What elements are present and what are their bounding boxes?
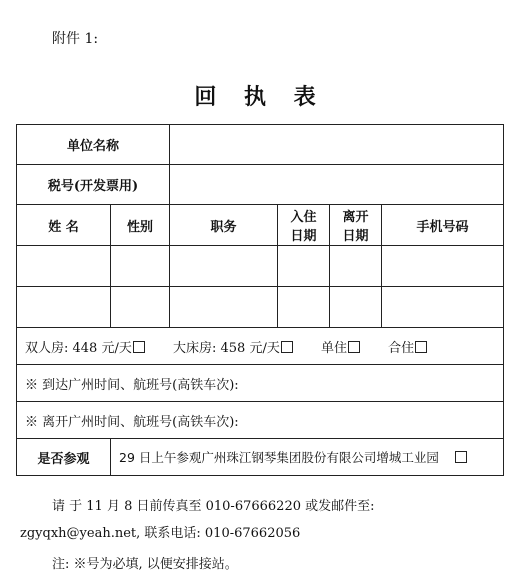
checkout-cell[interactable]	[330, 246, 382, 287]
tax-id-field[interactable]	[170, 165, 504, 205]
reply-form-table	[16, 124, 504, 476]
position-cell[interactable]	[170, 287, 278, 328]
room-option-label: 单住	[320, 340, 347, 356]
checkbox-icon[interactable]	[348, 341, 360, 353]
col-name-header: 姓 名	[17, 205, 111, 246]
col-checkin-header	[278, 205, 330, 246]
gender-cell[interactable]	[111, 287, 170, 328]
footer-line1: 请 于 11 月 8 日前传真至 010-67666220 或发邮件至:	[52, 499, 375, 514]
name-cell[interactable]	[17, 246, 111, 287]
room-option-single[interactable]	[321, 337, 360, 356]
phone-cell[interactable]	[382, 287, 504, 328]
room-option-label: 双人房: 448 元/天	[25, 340, 132, 356]
checkbox-icon[interactable]	[415, 341, 427, 353]
page-title: 回 执 表	[194, 84, 326, 110]
checkout-line1: 离开	[342, 210, 369, 225]
arrival-field[interactable]: ※ 到达广州时间、航班号(高铁车次):	[17, 365, 504, 402]
gender-cell[interactable]	[111, 246, 170, 287]
position-cell[interactable]	[170, 246, 278, 287]
checkin-cell[interactable]	[278, 246, 330, 287]
table-row	[17, 246, 504, 287]
unit-name-label: 单位名称	[17, 125, 170, 165]
checkin-line1: 入住	[290, 210, 317, 225]
visit-text: 29 日上午参观广州珠江钢琴集团股份有限公司增城工业园	[119, 450, 439, 465]
attachment-label: 附件 1:	[52, 31, 99, 47]
room-option-label: 合住	[388, 340, 415, 356]
col-position-header: 职务	[170, 205, 278, 246]
name-cell[interactable]	[17, 287, 111, 328]
visit-label: 是否参观	[17, 439, 111, 476]
room-option-double[interactable]	[25, 337, 145, 356]
footer-line2: zgyqxh@yeah.net, 联系电话: 010-67662056	[20, 526, 301, 541]
checkout-line2: 日期	[342, 229, 369, 244]
checkbox-icon[interactable]	[455, 451, 467, 463]
col-checkout-header	[330, 205, 382, 246]
table-row	[17, 287, 504, 328]
col-gender-header: 性别	[111, 205, 170, 246]
checkbox-icon[interactable]	[281, 341, 293, 353]
checkin-cell[interactable]	[278, 287, 330, 328]
checkout-cell[interactable]	[330, 287, 382, 328]
room-option-label: 大床房: 458 元/天	[172, 340, 280, 356]
phone-cell[interactable]	[382, 246, 504, 287]
footer-note: 注: ※号为必填, 以便安排接站。	[52, 557, 238, 572]
departure-field[interactable]: ※ 离开广州时间、航班号(高铁车次):	[17, 402, 504, 439]
room-option-king[interactable]	[173, 337, 293, 356]
room-options-row	[17, 328, 504, 365]
checkin-line2: 日期	[290, 229, 317, 244]
checkbox-icon[interactable]	[133, 341, 145, 353]
room-option-shared[interactable]	[388, 337, 427, 356]
unit-name-field[interactable]	[170, 125, 504, 165]
tax-id-label: 税号(开发票用)	[17, 165, 170, 205]
visit-option[interactable]	[111, 439, 504, 476]
col-phone-header: 手机号码	[382, 205, 504, 246]
